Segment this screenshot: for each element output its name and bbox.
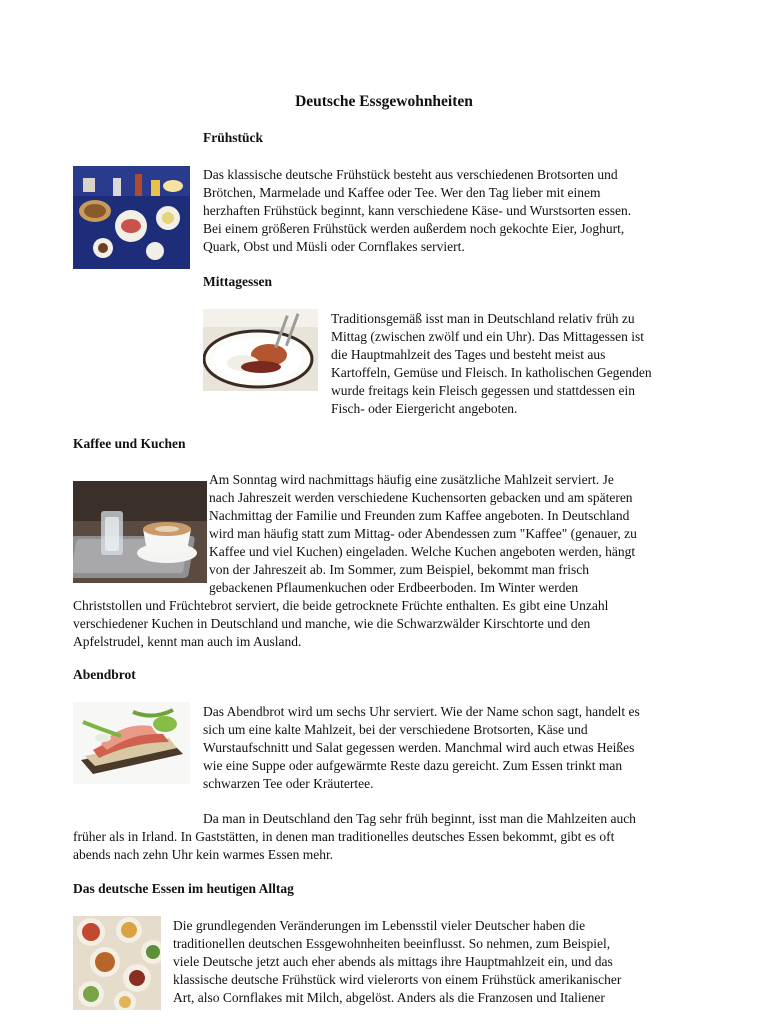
text-line: verschiedener Kuchen in Deutschland und manche, wie die Schwarzwälder Kirschtorte und den bbox=[73, 616, 591, 631]
text-line: Christstollen und Früchtebrot serviert, die beide getrocknete Früchte enthalten. Es gibt eine Unzahl bbox=[73, 598, 609, 613]
text-line: Das Abendbrot wird um sechs Uhr serviert. Wie der Name schon sagt, handelt es bbox=[203, 704, 640, 719]
text-line: Bei einem größeren Frühstück werden außerdem noch gekochte Eier, Joghurt, bbox=[203, 221, 625, 236]
text-line: wie eine Suppe oder aufgewärmte Reste dazu gereicht. Zum Essen trinkt man bbox=[203, 758, 623, 773]
paragraph-alltag bbox=[173, 917, 621, 1007]
text-line: sich um eine kalte Mahlzeit, bei der verschiedene Brotsorten, Käse und bbox=[203, 722, 588, 737]
text-line: klassische deutsche Frühstück wird vielerorts von einem Frühstück amerikanischer bbox=[173, 972, 622, 987]
text-line: Wurstaufschnitt und Salat gegessen werden. Manchmal wird auch etwas Heißes bbox=[203, 740, 635, 755]
dinner-bread-photo bbox=[73, 702, 190, 784]
text-line: Fisch- oder Eiergericht angeboten. bbox=[331, 401, 518, 416]
paragraph-abendbrot-2 bbox=[73, 810, 733, 864]
text-line: abends nach zehn Uhr kein warmes Essen mehr. bbox=[73, 847, 334, 862]
text-line: gebackenen Pflaumenkuchen oder Erdbeerboden. Im Winter werden bbox=[209, 580, 579, 595]
text-line: Kartoffeln, Gemüse und Fleisch. In katholischen Gegenden bbox=[331, 365, 652, 380]
paragraph-kaffee-full bbox=[73, 597, 608, 651]
text-line: von der Jahreszeit ab. Im Sommer, zum Beispiel, bekommt man frisch bbox=[209, 562, 589, 577]
page-title: Deutsche Essgewohnheiten bbox=[295, 93, 473, 110]
text-line: Art, also Cornflakes mit Milch, abgelöst. Anders als die Franzosen und Italiener bbox=[173, 990, 605, 1005]
text-line: Mittag (zwischen zwölf und ein Uhr). Das Mittagessen ist bbox=[331, 329, 645, 344]
heading-mittagessen: Mittagessen bbox=[203, 274, 272, 289]
text-line: Das klassische deutsche Frühstück besteht aus verschiedenen Brotsorten und bbox=[203, 167, 618, 182]
text-line: Nachmittag der Familie und Freunden zum Kaffee angeboten. In Deutschland bbox=[209, 508, 630, 523]
text-line: nach Jahreszeit werden verschiedene Kuchensorten gebacken und am späteren bbox=[209, 490, 633, 505]
text-line: viele Deutsche jetzt auch eher abends als mittags ihre Hauptmahlzeit ein, und das bbox=[173, 954, 613, 969]
text-line: Apfelstrudel, kennt man auch im Ausland. bbox=[73, 634, 302, 649]
heading-alltag: Das deutsche Essen im heutigen Alltag bbox=[73, 881, 294, 896]
lunch-photo bbox=[203, 309, 318, 391]
text-line: Da man in Deutschland den Tag sehr früh beginnt, isst man die Mahlzeiten auch bbox=[203, 811, 636, 826]
heading-abendbrot: Abendbrot bbox=[73, 667, 136, 682]
heading-fruehstueck: Frühstück bbox=[203, 130, 264, 145]
text-line: herzhaften Frühstück beginnt, kann verschiedene Käse- und Wurstsorten essen. bbox=[203, 203, 632, 218]
coffee-photo bbox=[73, 481, 207, 583]
text-line: Quark, Obst und Müsli oder Cornflakes serviert. bbox=[203, 239, 465, 254]
paragraph-abendbrot bbox=[203, 703, 640, 793]
heading-kaffee: Kaffee und Kuchen bbox=[73, 436, 186, 451]
text-line: Kaffee und viel Kuchen) eingeladen. Welche Kuchen angeboten werden, hängt bbox=[209, 544, 636, 559]
text-line: die Hauptmahlzeit des Tages und besteht meist aus bbox=[331, 347, 606, 362]
text-line: wird man häufig statt zum Mittag- oder Abendessen zum "Kaffee" (genauer, zu bbox=[209, 526, 637, 541]
paragraph-fruehstueck bbox=[203, 166, 631, 256]
text-line: Die grundlegenden Veränderungen im Lebensstil vieler Deutscher haben die bbox=[173, 918, 586, 933]
food-collage-photo bbox=[73, 916, 161, 1010]
text-line: Brötchen, Marmelade und Kaffee oder Tee. Wer den Tag lieber mit einem bbox=[203, 185, 601, 200]
text-line: wurde freitags kein Fleisch gegessen und stattdessen ein bbox=[331, 383, 636, 398]
breakfast-photo bbox=[73, 166, 190, 269]
paragraph-kaffee-wrapped bbox=[209, 471, 637, 597]
paragraph-mittagessen bbox=[331, 310, 652, 418]
text-line: schwarzen Tee oder Kräutertee. bbox=[203, 776, 374, 791]
text-line: traditionellen deutschen Essgewohnheiten beeinflusst. So nehmen, zum Beispiel, bbox=[173, 936, 611, 951]
text-line: Traditionsgemäß isst man in Deutschland relativ früh zu bbox=[331, 311, 635, 326]
text-line: Am Sonntag wird nachmittags häufig eine zusätzliche Mahlzeit serviert. Je bbox=[209, 472, 614, 487]
text-line: früher als in Irland. In Gaststätten, in denen man traditionelles deutsches Essen bekommt, gibt es oft bbox=[73, 829, 615, 844]
